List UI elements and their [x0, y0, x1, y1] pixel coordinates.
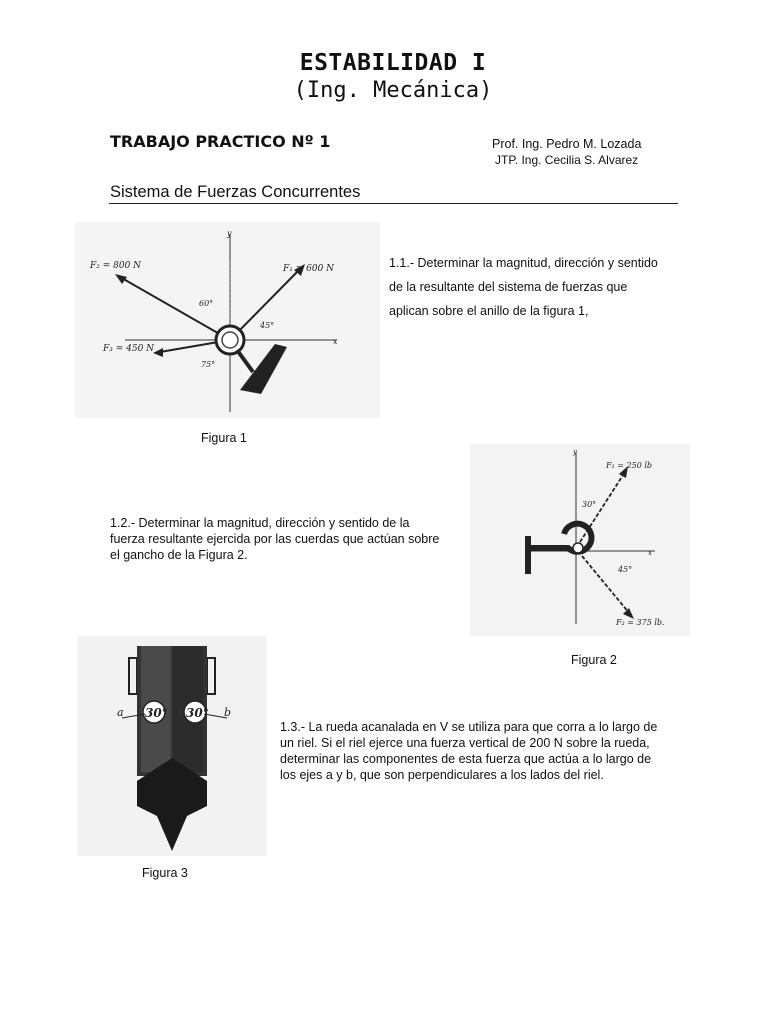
figure2-axis-x: x: [648, 549, 652, 557]
document-subtitle: (Ing. Mecánica): [293, 78, 493, 103]
figure3-angle-right: 30°: [186, 706, 209, 720]
problem-1-1-text: [389, 251, 658, 323]
figure1-angle-60: 60°: [199, 299, 214, 308]
problem-1-3-line-4: los ejes a y b, que son perpendiculares a los lados del riel.: [280, 768, 604, 782]
problem-1-1-line-3: aplican sobre el anillo de la figura 1,: [389, 304, 589, 318]
figure1-angle-45: 45°: [260, 321, 275, 330]
problem-1-1-line-2: de la resultante del sistema de fuerzas que: [389, 280, 628, 294]
problem-1-2-text: [110, 515, 439, 563]
section-divider: [109, 203, 678, 204]
assistant-name: JTP. Ing. Cecilia S. Alvarez: [495, 153, 639, 167]
figure2-f2-label: F₂ = 375 lb.: [616, 618, 665, 627]
figure1-axis-x: x: [333, 337, 338, 346]
problem-1-3-line-3: determinar las componentes de esta fuerza que actúa a lo largo de: [280, 752, 652, 766]
figure-1-diagram: [75, 222, 380, 418]
figure-2-diagram: [470, 444, 690, 636]
figure-1-caption: Figura 1: [201, 431, 247, 445]
figure1-f3-label: F₃ = 450 N: [103, 344, 155, 354]
figure2-f1-label: F₁ = 250 lb: [606, 461, 653, 470]
figure-2-caption: Figura 2: [571, 653, 617, 667]
figure-3-diagram: [77, 636, 267, 856]
section-title: Sistema de Fuerzas Concurrentes: [110, 183, 361, 201]
figure1-axis-y: y: [227, 229, 232, 238]
figure3-axis-b: b: [224, 706, 232, 719]
problem-1-2-line-3: el gancho de la Figura 2.: [110, 548, 248, 562]
problem-1-2-line-2: fuerza resultante ejercida por las cuerdas que actúan sobre: [110, 532, 440, 546]
figure1-f1-label: F₁ = 600 N: [283, 264, 335, 274]
figure2-axis-y: y: [573, 448, 577, 456]
figure3-angle-left: 30°: [145, 706, 168, 720]
professor-name: Prof. Ing. Pedro M. Lozada: [492, 137, 642, 151]
figure3-axis-a: a: [117, 706, 124, 719]
problem-1-3-text: [280, 719, 657, 783]
practice-title: TRABAJO PRACTICO Nº 1: [110, 132, 331, 151]
figure2-angle-45: 45°: [618, 565, 633, 574]
problem-1-3-line-1: 1.3.- La rueda acanalada en V se utiliza para que corra a lo largo de: [280, 720, 658, 734]
figure2-angle-30: 30°: [582, 500, 597, 509]
document-title: ESTABILIDAD I: [299, 50, 487, 76]
figure1-angle-75: 75°: [201, 360, 216, 369]
problem-1-1-line-1: 1.1.- Determinar la magnitud, dirección y sentido: [389, 256, 658, 270]
figure1-f2-label: F₂ = 800 N: [90, 261, 142, 271]
problem-1-2-line-1: 1.2.- Determinar la magnitud, dirección y sentido de la: [110, 516, 410, 530]
problem-1-3-line-2: un riel. Si el riel ejerce una fuerza vertical de 200 N sobre la rueda,: [280, 736, 650, 750]
figure-3-caption: Figura 3: [142, 866, 188, 880]
